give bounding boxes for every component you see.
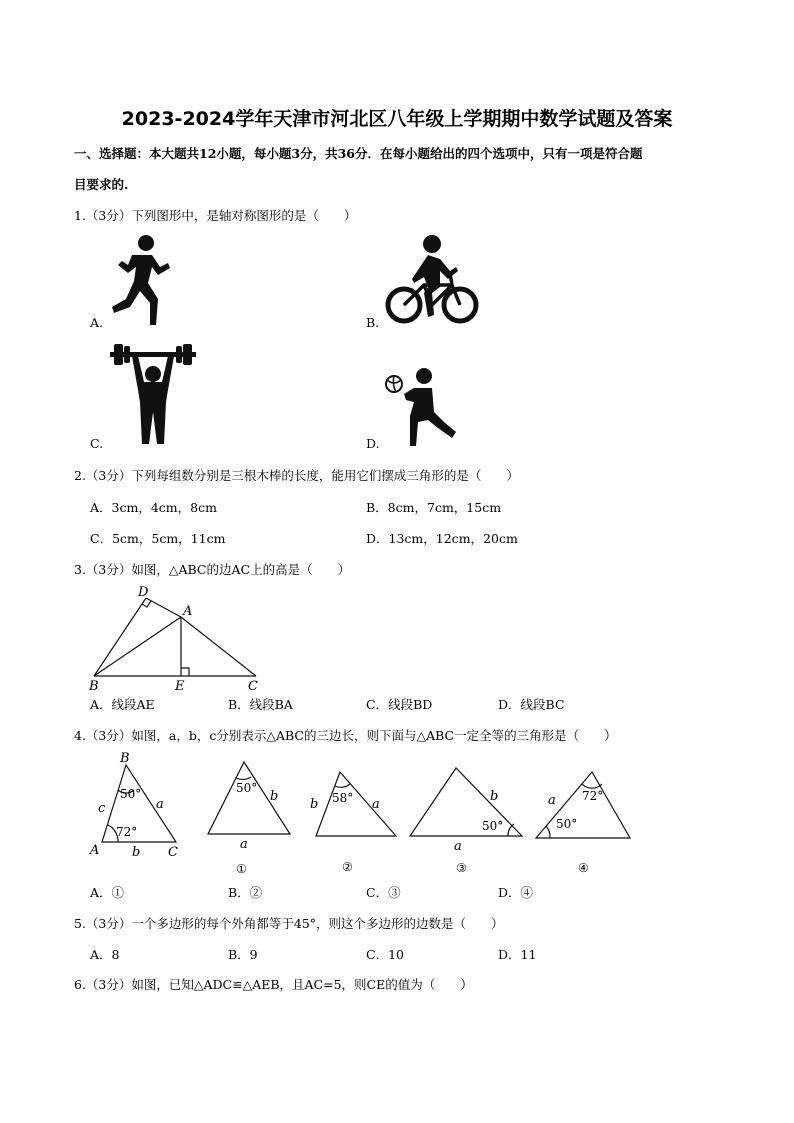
q3-triangle-figure (84, 584, 270, 692)
q4-option-a[interactable]: A．① (90, 885, 125, 900)
q3-option-c[interactable]: C．线段BD (366, 697, 433, 712)
t1-side-b: b (270, 789, 279, 804)
q3-label-a: A (183, 604, 193, 619)
weightlifter-icon (108, 342, 198, 446)
t3-angle: 50° (482, 819, 504, 833)
t1-angle: 50° (236, 781, 258, 795)
q4-label-c-side: c (98, 801, 106, 816)
volleyball-player-icon (384, 366, 460, 448)
section-heading-line2: 目要求的. (74, 177, 129, 192)
q3-label-d: D (138, 585, 149, 600)
t3-side-b: b (490, 789, 499, 804)
q4-label-a-side: a (156, 797, 164, 812)
q1-option-a-label[interactable]: A. (90, 315, 104, 330)
question-3-stem: 3.（3分）如图，△ABC的边AC上的高是（ ） (74, 562, 351, 577)
q3-label-e: E (175, 679, 185, 692)
q5-option-a[interactable]: A．8 (90, 947, 120, 962)
q1-option-b-label[interactable]: B. (366, 315, 380, 330)
q4-label-c-vertex: C (168, 845, 178, 860)
cyclist-icon (384, 233, 480, 327)
q4-label-b-side: b (132, 845, 141, 860)
t4-angle-1: 72° (582, 789, 604, 803)
q2-option-d[interactable]: D．13cm，12cm，20cm (366, 531, 518, 546)
t1-number: ① (236, 862, 247, 876)
t2-angle: 58° (332, 791, 354, 805)
q4-label-a-vertex: A (90, 843, 100, 858)
question-6-stem: 6.（3分）如图，已知△ADC≌△AEB，且AC=5，则CE的值为（ ） (74, 977, 473, 992)
q2-option-b[interactable]: B．8cm，7cm，15cm (366, 500, 502, 515)
q4-label-b-vertex: B (120, 751, 130, 766)
q1-option-d-label[interactable]: D. (366, 436, 380, 451)
q3-option-d[interactable]: D．线段BC (498, 697, 565, 712)
q5-option-b[interactable]: B．9 (228, 947, 258, 962)
t3-number: ③ (456, 861, 467, 875)
q1-option-c-label[interactable]: C. (90, 436, 104, 451)
q4-triangles-figure (84, 750, 644, 878)
q4-angle-b: 50° (120, 787, 142, 801)
q5-option-d[interactable]: D．11 (498, 947, 537, 962)
q2-option-a[interactable]: A．3cm，4cm，8cm (90, 500, 217, 515)
section-heading-line1: 一、选择题：本大题共12小题，每小题3分，共36分．在每小题给出的四个选项中，只有一项是符合题 (74, 146, 643, 161)
t4-angle-2: 50° (556, 817, 578, 831)
q3-label-b: B (89, 679, 99, 692)
t4-number: ④ (578, 861, 589, 875)
question-4-stem: 4.（3分）如图，a，b，c分别表示△ABC的三边长，则下面与△ABC一定全等的三角形是（ ） (74, 728, 617, 743)
q4-option-d[interactable]: D．④ (498, 885, 534, 900)
q3-option-a[interactable]: A．线段AE (90, 697, 155, 712)
q5-option-c[interactable]: C．10 (366, 947, 404, 962)
q4-option-c[interactable]: C．③ (366, 885, 401, 900)
runner-icon (106, 233, 176, 329)
question-1-stem: 1.（3分）下列图形中，是轴对称图形的是（ ） (74, 208, 357, 223)
q3-label-c: C (248, 679, 258, 692)
q4-option-b[interactable]: B．② (228, 885, 263, 900)
page-title: 2023-2024学年天津市河北区八年级上学期期中数学试题及答案 (121, 108, 673, 130)
t3-side-a: a (454, 839, 462, 854)
t2-side-a: a (372, 797, 380, 812)
t2-side-b: b (310, 797, 319, 812)
t1-side-a: a (240, 837, 248, 852)
t2-number: ② (342, 860, 353, 874)
question-5-stem: 5.（3分）一个多边形的每个外角都等于45°，则这个多边形的边数是（ ） (74, 916, 504, 931)
t4-side-a: a (548, 793, 556, 808)
question-2-stem: 2.（3分）下列每组数分别是三根木棒的长度，能用它们摆成三角形的是（ ） (74, 468, 519, 483)
q4-angle-a: 72° (116, 825, 138, 839)
q2-option-c[interactable]: C．5cm，5cm，11cm (90, 531, 226, 546)
q3-option-b[interactable]: B．线段BA (228, 697, 293, 712)
